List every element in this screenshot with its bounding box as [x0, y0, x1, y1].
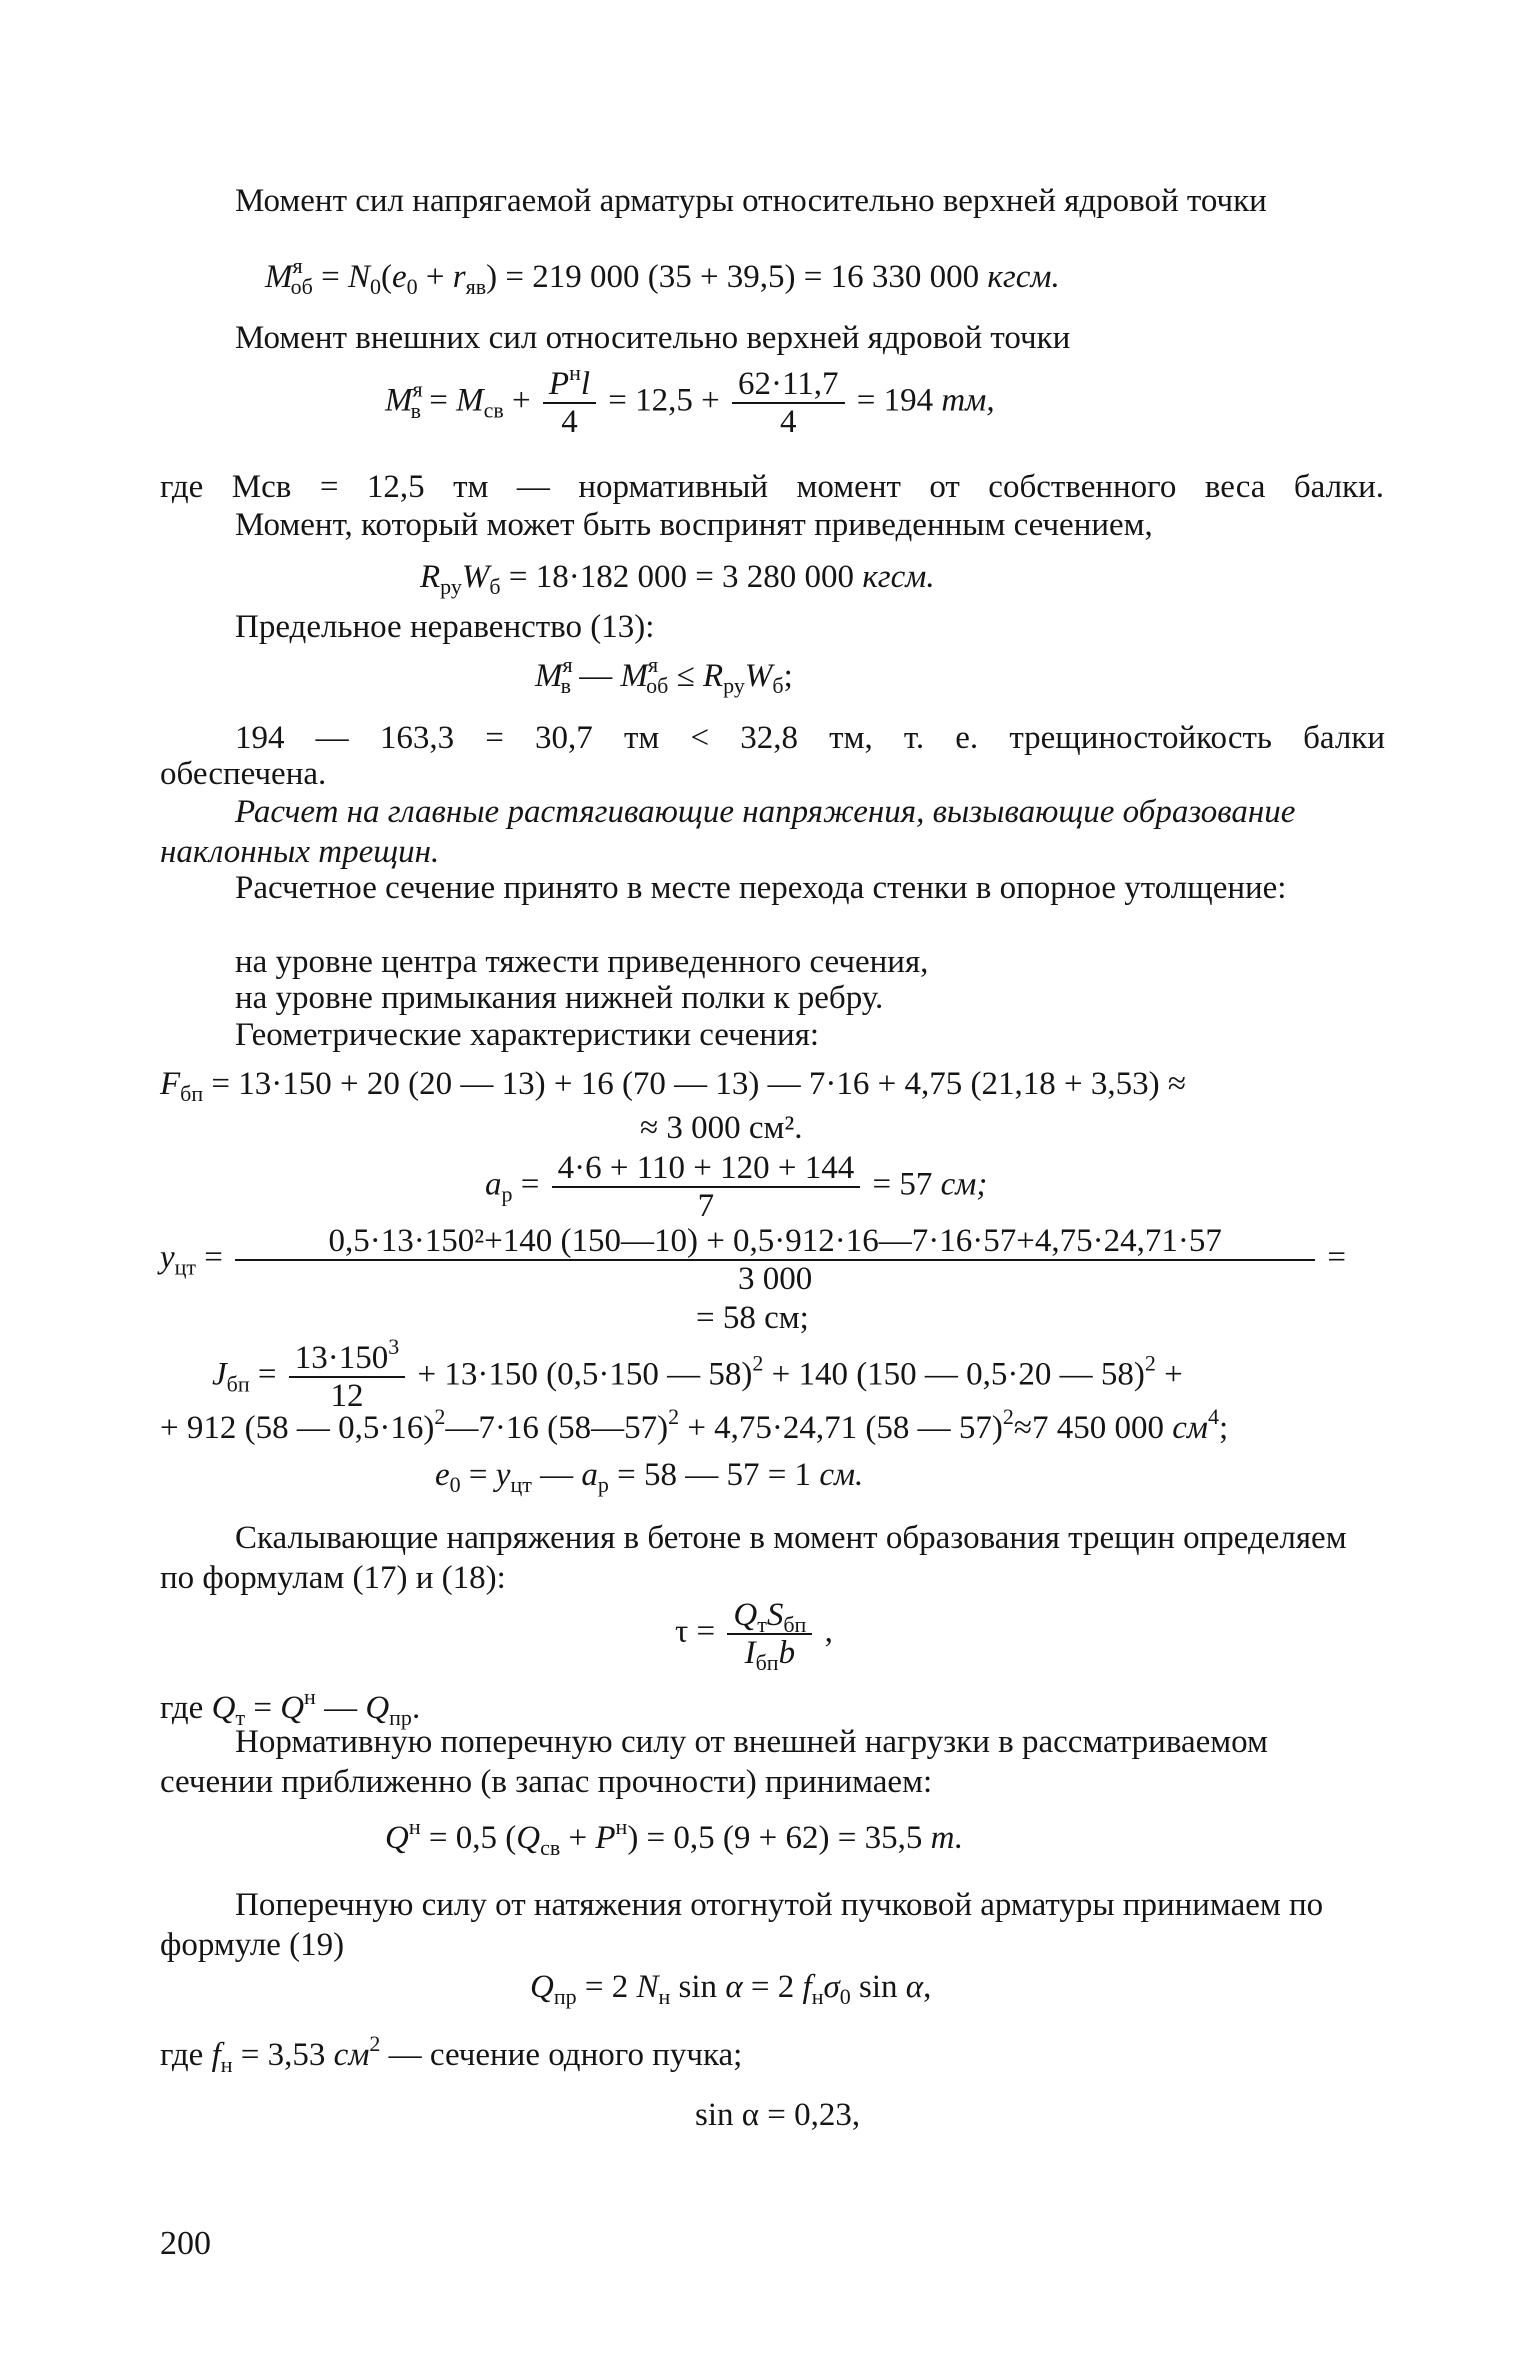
- formula-yct: $y_{цт}$ = $\frac{\text{0,5·13·150²+140 (150—10) + 0,5·912·16—7·16·57+4,75·24,71·57}}{3 000}$ =: [160, 1223, 1347, 1297]
- yct-denominator: 3 000: [738, 1261, 813, 1297]
- formula-sin-alpha: sin α = 0,23,: [695, 2097, 861, 2133]
- paragraph-moment-external: Момент внешних сил относительно верхней ядровой точки: [235, 320, 1071, 356]
- paragraph-shear-stresses: Скалывающие напряжения в бетоне в момент образования трещин определяем по формулам (17) и (18):: [160, 1520, 1347, 1596]
- paragraph-where-fn: где $f_н = 3,53$ $см^2$ — сечение одного пучка;: [160, 2031, 743, 2077]
- formula-yct-result: = 58 см;: [696, 1300, 809, 1336]
- paragraph-crack-line1: 194 — 163,3 = 30,7 тм < 32,8 тм, т. е. трещиностойкость балки: [235, 720, 1385, 756]
- paragraph-moment-prestress: Момент сил напрягаемой арматуры относительно верхней ядровой точки: [235, 183, 1267, 219]
- formula-qpr: $Q_{пр} = 2$ $N_н$ sin α = 2 $f_н\sigma_0$ sin α,: [530, 1969, 932, 2009]
- formula-rpy: $R_{ру}W_б = 18\cdot 182$ 000 = 3 280 000 кгсм.: [420, 559, 935, 599]
- paragraph-calc-heading: Расчет на главные растягивающие напряжения, вызывающие образование наклонных трещин.: [160, 794, 1296, 870]
- formula-jbp-line1: $J_{бп}$ = $\frac{13\cdot 150^3}{12}$ + 13·150 (0,5·150 — 58)$^2$ + 140 (150 — 0,5·20 — 58)$^2$ +: [212, 1334, 1183, 1414]
- formula-tau: τ = $\frac{Q_тS_{бп}}{I_{бп}b}$ ,: [675, 1597, 833, 1675]
- page-number: 200: [160, 2225, 211, 2262]
- paragraph-level-center: на уровне центра тяжести приведенного сечения,: [235, 944, 929, 980]
- formula-jbp-line2: + 912 (58 — 0,5·16)$^2$—7·16 (58—57)$^2$ + 4,75·24,71 (58 — 57)$^2$≈7 450 000 $см^4$;: [160, 1404, 1229, 1446]
- paragraph-section-moment: Момент, который может быть воспринят приведенным сечением,: [235, 507, 1153, 543]
- paragraph-level-flange: на уровне примыкания нижней полки к ребру.: [235, 980, 884, 1016]
- paragraph-geometry: Геометрические характеристики сечения:: [235, 1017, 820, 1053]
- formula-qn: $Q^н = 0,5$ $(Q_{св} + P^н) = 0,5$ (9 + 62) = 35,5 т.: [385, 1814, 964, 1860]
- formula-moment-prestress: $M^я_{об} = N_0(e_0 + r_{яв}) = 219$ 000 (35 + 39,5) = 16 330 000 кгсм.: [265, 253, 1060, 299]
- paragraph-bent-force: Поперечную силу от натяжения отогнутой пучковой арматуры принимаем по формуле (19): [160, 1887, 1324, 1963]
- paragraph-normative-force: Нормативную поперечную силу от внешней нагрузки в рассматриваемом сечении приближенно (в запас прочности) принимаем:: [160, 1724, 1268, 1800]
- formula-fbp-line1: $F_{бп} = 13\cdot 150 + 20$ (20 — 13) + 16 (70 — 13) — 7·16 + 4,75 (21,18 + 3,53) ≈: [160, 1066, 1186, 1106]
- formula-moment-external: $M^я_в = M_{св}$ + $\frac{P^нl}{4}$ = 12,5 + $\frac{62\cdot 11,7}{4}$ = 194 тм,: [385, 360, 995, 440]
- formula-e0: $e_0 = y_{цт}$ — $a_р = 58$ — 57 = 1 см.: [435, 1457, 864, 1497]
- paragraph-where-qt: где $Q_т = Q^н$ — $Q_{пр}$.: [160, 1684, 421, 1730]
- paragraph-section-taken: Расчетное сечение принято в месте перехода стенки в опорное утолщение:: [235, 870, 1287, 906]
- formula-inequality: $M^я_в$ — $M^я_{об} \le R_{ру}W_б$;: [535, 652, 793, 698]
- paragraph-crack-line2: обеспечена.: [160, 756, 327, 792]
- formula-ap: $a_р$ = $\frac{4\cdot 6 + 110 + 120 + 144}{7}$ = 57 см;: [485, 1150, 988, 1224]
- paragraph-where-msv: где Mсв = 12,5 тм — нормативный момент от собственного веса балки.: [160, 469, 1384, 505]
- formula-fbp-line2: ≈ 3 000 см².: [640, 1110, 803, 1146]
- yct-numerator: 0,5·13·150²+140 (150—10) + 0,5·912·16—7·16·57+4,75·24,71·57: [235, 1223, 1315, 1261]
- paragraph-limit-inequality: Предельное неравенство (13):: [235, 609, 655, 645]
